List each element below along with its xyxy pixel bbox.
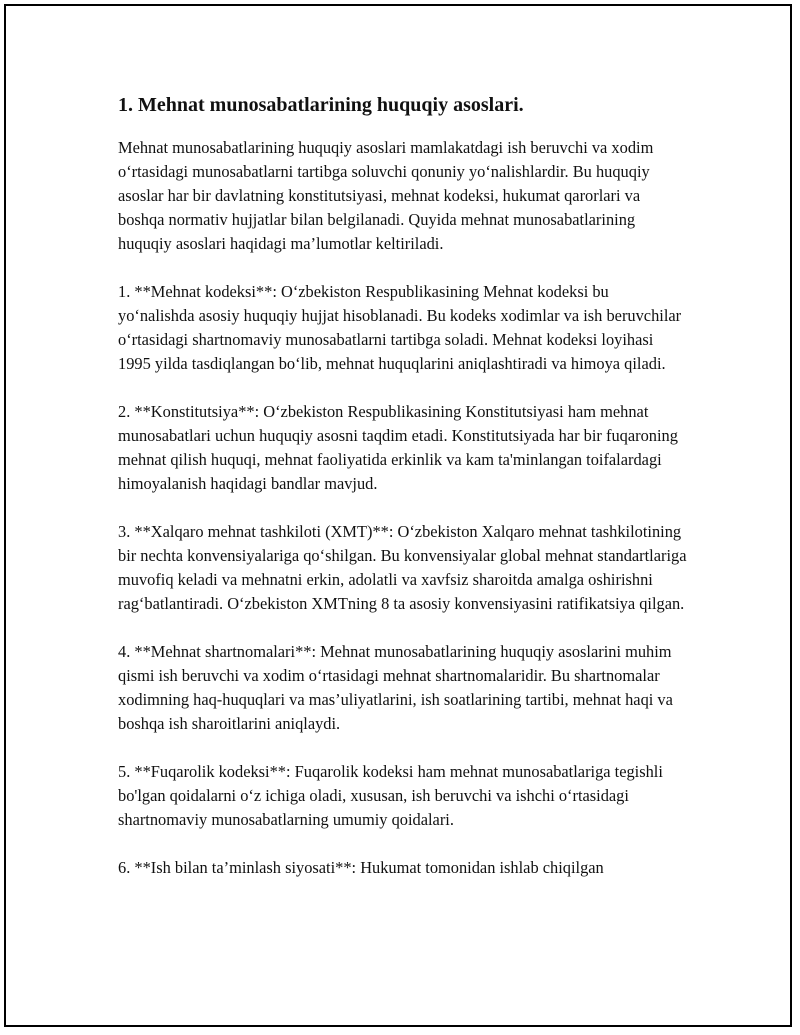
paragraph-fuqarolik-kodeksi: 5. **Fuqarolik kodeksi**: Fuqarolik kodeksi ham mehnat munosabatlariga tegishli bo'lgan qoidalarni o‘z ichiga oladi, xususan, ish beruvchi va ishchi o‘rtasidagi shartnomaviy munosabatlarning umumiy qoidalari. bbox=[118, 762, 663, 829]
paragraph-konstitutsiya: 2. **Konstitutsiya**: O‘zbekiston Respublikasining Konstitutsiyasi ham mehnat munosabatlari uchun huquqiy asosni taqdim etadi. Konstitutsiyada har bir fuqaroning mehnat qilish huquqi, mehnat faoliyatida erkinlik va kam ta'minlangan toifalardagi himoyalanish haqidagi bandlar mavjud. bbox=[118, 402, 678, 493]
paragraph-mehnat-shartnomalari: 4. **Mehnat shartnomalari**: Mehnat munosabatlarining huquqiy asoslarini muhim qismi ish beruvchi va xodim o‘rtasidagi mehnat shartnomalaridir. Bu shartnomalar xodimning haq-huquqlari va mas’uliyatlarini, ish soatlarining tartibi, mehnat haqi va boshqa ish sharoitlarini aniqlaydi. bbox=[118, 642, 673, 733]
intro-paragraph: Mehnat munosabatlarining huquqiy asoslari mamlakatdagi ish beruvchi va xodim o‘rtasidagi munosabatlarni tartibga soluvchi qonuniy yo‘nalishlardir. Bu huquqiy asoslar har bir davlatning konstitutsiyasi, mehnat kodeksi, hukumat qarorlari va boshqa normativ hujjatlar bilan belgilanadi. Quyida mehnat munosabatlarining huquqiy asoslari haqidagi ma’lumotlar keltiriladi. bbox=[118, 138, 654, 253]
document-title: 1. Mehnat munosabatlarining huquqiy asoslari. bbox=[118, 94, 524, 116]
paragraph-mehnat-kodeksi: 1. **Mehnat kodeksi**: O‘zbekiston Respublikasining Mehnat kodeksi bu yo‘nalishda asosiy huquqiy hujjat hisoblanadi. Bu kodeks xodimlar va ish beruvchilar o‘rtasidagi shartnomaviy munosabatlarni tartibga soladi. Mehnat kodeksi loyihasi 1995 yilda tasdiqlangan bo‘lib, mehnat huquqlarini aniqlashtiradi va himoya qiladi. bbox=[118, 282, 682, 373]
paragraph-xmt: 3. **Xalqaro mehnat tashkiloti (XMT)**: O‘zbekiston Xalqaro mehnat tashkilotining bir nechta konvensiyalariga qo‘shilgan. Bu konvensiyalar global mehnat standartlariga muvofiq keladi va mehnatni erkin, adolatli va xavfsiz sharoitda amalga oshirishni rag‘batlantiradi. O‘zbekiston XMTning 8 ta asosiy konvensiyasini ratifikatsiya qilgan. bbox=[118, 522, 687, 613]
document-body bbox=[118, 92, 688, 904]
paragraph-ish-bilan-taminlash: 6. **Ish bilan ta’minlash siyosati**: Hukumat tomonidan ishlab chiqilgan bbox=[118, 858, 604, 877]
